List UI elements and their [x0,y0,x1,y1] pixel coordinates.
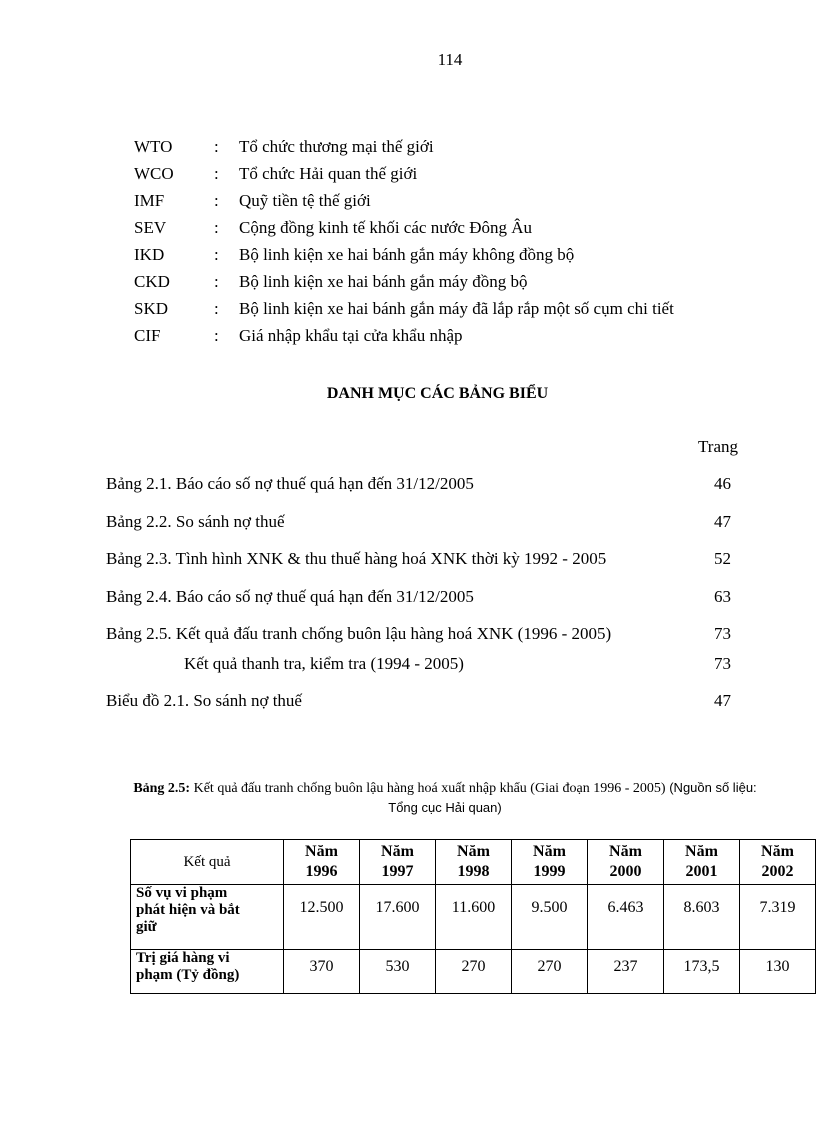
row-label-line: Số vụ vi phạm [136,885,228,901]
toc-entry-page: 73 [714,654,731,673]
table-cell: 12.500 [284,885,360,950]
table-cell: 6.463 [588,885,664,950]
abbreviation-colon: : [214,272,219,291]
row-label [131,885,284,950]
toc-entry-title: Bảng 2.2. So sánh nợ thuế [106,512,285,531]
abbreviation-code: CKD [134,272,170,291]
year-header [588,840,664,885]
toc-entry-page: 63 [714,587,731,606]
table-cell: 8.603 [664,885,740,950]
table-caption-lead: Bảng 2.5: [133,781,191,796]
abbreviation-row [134,217,674,244]
year-header [284,840,360,885]
year-prefix: Năm [685,843,718,860]
table-cell: 9.500 [512,885,588,950]
toc-entry-page: 52 [714,549,731,568]
toc-entry-page: 47 [714,512,731,531]
year-header [512,840,588,885]
year-value: 1998 [457,863,490,880]
year-header [436,840,512,885]
abbreviation-colon: : [214,299,219,318]
abbreviation-meaning: Bộ linh kiện xe hai bánh gắn máy đã lắp rắp một số cụm chi tiết [239,299,674,318]
toc-entry-title: Bảng 2.5. Kết quả đấu tranh chống buôn lậu hàng hoá XNK (1996 - 2005) [106,624,612,643]
abbreviation-list [134,136,674,352]
abbreviation-code: WCO [134,164,174,183]
abbreviation-colon: : [214,164,219,183]
year-header [360,840,436,885]
year-prefix: Năm [381,843,414,860]
table-caption-main: Kết quả đấu tranh chống buôn lậu hàng hoá xuất nhập khẩu (Giai đoạn 1996 - 2005) [190,781,666,796]
abbreviation-colon: : [214,218,219,237]
year-prefix: Năm [533,843,566,860]
year-prefix: Năm [609,843,642,860]
year-header [740,840,816,885]
abbreviation-row [134,325,674,352]
toc-entry-page: 47 [714,691,731,710]
year-header [664,840,740,885]
toc-entry-page: 73 [714,624,731,643]
abbreviation-row [134,163,674,190]
abbreviation-meaning: Tổ chức thương mại thế giới [239,137,434,156]
row-label-line: Trị giá hàng vi [136,950,230,966]
table-cell: 270 [436,950,512,994]
table-caption [130,778,760,818]
table-row [131,885,816,950]
row-label-line: giữ [136,919,157,935]
abbreviation-row [134,298,674,325]
table-caption-source: (Nguồn số liệu: Tổng cục Hải quan) [388,780,757,815]
toc-entry-title: Bảng 2.1. Báo cáo số nợ thuế quá hạn đến 31/12/2005 [106,474,474,493]
abbreviation-row [134,244,674,271]
abbreviation-row [134,271,674,298]
year-value: 1996 [305,863,338,880]
table-cell: 237 [588,950,664,994]
abbreviation-row [134,190,674,217]
table-cell: 370 [284,950,360,994]
table-row [131,950,816,994]
table-corner-label: Kết quả [131,840,284,885]
abbreviation-meaning: Tổ chức Hải quan thế giới [239,164,418,183]
toc-entry-title: Biểu đồ 2.1. So sánh nợ thuế [106,691,302,710]
table-cell: 130 [740,950,816,994]
row-label-line: phát hiện và bắt [136,902,240,918]
table-cell: 7.319 [740,885,816,950]
abbreviation-meaning: Bộ linh kiện xe hai bánh gắn máy không đồng bộ [239,245,575,264]
year-prefix: Năm [457,843,490,860]
table-cell: 270 [512,950,588,994]
year-value: 1997 [381,863,414,880]
table-header-row [131,840,816,885]
section-title: DANH MỤC CÁC BẢNG BIỂU [326,385,549,402]
row-label [131,950,284,994]
abbreviation-meaning: Quỹ tiền tệ thế giới [239,191,371,210]
toc-entry-title: Bảng 2.3. Tình hình XNK & thu thuế hàng hoá XNK thời kỳ 1992 - 2005 [106,549,607,568]
abbreviation-code: SEV [134,218,167,237]
abbreviation-meaning: Cộng đồng kinh tế khối các nước Đông Âu [239,218,532,237]
abbreviation-colon: : [214,137,219,156]
toc-entry-title: Bảng 2.4. Báo cáo số nợ thuế quá hạn đến 31/12/2005 [106,587,474,606]
abbreviation-row [134,136,674,163]
year-value: 2002 [761,863,794,880]
table-cell: 17.600 [360,885,436,950]
toc-entry-page: 46 [714,474,731,493]
year-value: 2000 [609,863,642,880]
abbreviation-colon: : [214,245,219,264]
abbreviation-code: CIF [134,326,161,345]
results-table [130,839,816,994]
year-value: 2001 [685,863,718,880]
abbreviation-colon: : [214,191,219,210]
year-value: 1999 [533,863,566,880]
toc-entry-title: Kết quả thanh tra, kiểm tra (1994 - 2005) [184,654,464,673]
row-label-line: phạm (Tỷ đồng) [136,967,240,983]
abbreviation-code: IKD [134,245,165,264]
abbreviation-code: IMF [134,191,165,210]
abbreviation-code: SKD [134,299,169,318]
page-column-label: Trang [698,437,738,456]
abbreviation-meaning: Giá nhập khẩu tại cửa khẩu nhập [239,326,463,345]
abbreviation-colon: : [214,326,219,345]
table-cell: 11.600 [436,885,512,950]
table-cell: 173,5 [664,950,740,994]
year-prefix: Năm [761,843,794,860]
year-prefix: Năm [305,843,338,860]
table-cell: 530 [360,950,436,994]
abbreviation-code: WTO [134,137,173,156]
abbreviation-meaning: Bộ linh kiện xe hai bánh gắn máy đồng bộ [239,272,528,291]
page-number: 114 [437,50,463,69]
